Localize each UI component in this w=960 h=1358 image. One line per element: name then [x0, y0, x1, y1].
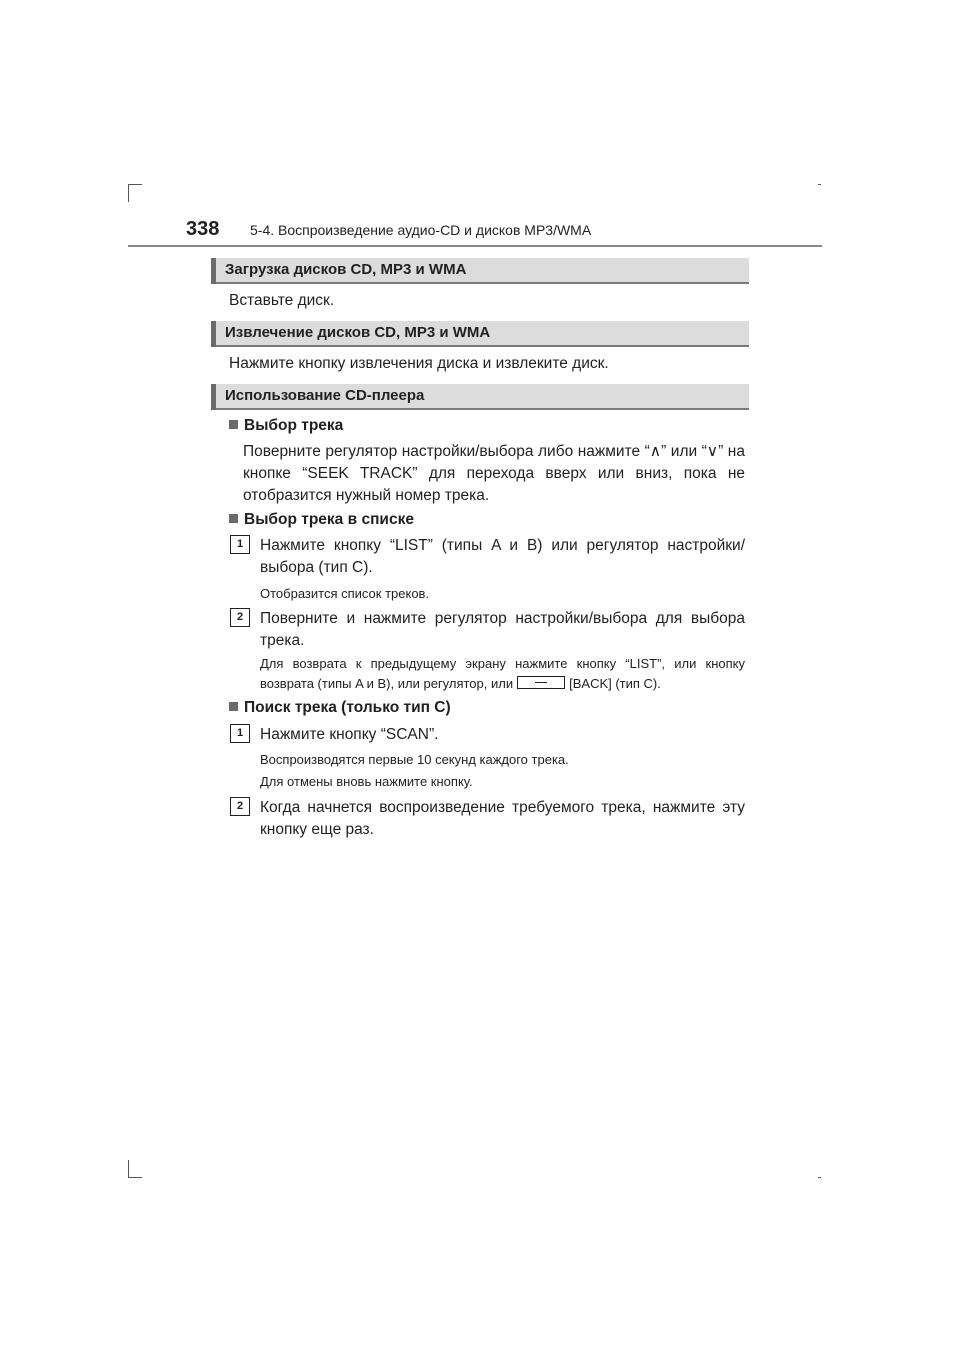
- crop-mark-bottom-left-v: [128, 1160, 129, 1178]
- list-step2-note: возврата (типы A и B), или регулятор, или [BACK] (тип C).: [260, 676, 661, 691]
- list-step1-note: Отобразится список треков.: [260, 586, 430, 601]
- list-step2-line: трека.: [260, 632, 305, 649]
- section-title: Использование CD-плеера: [225, 387, 425, 404]
- back-button-icon: [517, 676, 565, 689]
- header-rule: [128, 245, 822, 247]
- section-header-eject: [211, 321, 749, 347]
- crop-mark-top-left-v: [128, 184, 129, 202]
- section-title: Загрузка дисков CD, MP3 и WMA: [225, 261, 467, 278]
- section-header-load: [211, 258, 749, 284]
- scan-step2-line: Когда начнется воспроизведение требуемого трека, нажмите эту: [260, 799, 745, 816]
- step-number-badge: 2: [230, 797, 250, 816]
- crop-mark-bottom-left-h: [128, 1177, 142, 1178]
- step-number-badge: 1: [230, 724, 250, 743]
- list-select-heading: Выбор трека в списке: [229, 511, 414, 529]
- crop-mark-bottom-right: [818, 1177, 821, 1178]
- list-step1-line: выбора (тип C).: [260, 559, 373, 576]
- list-step2-note: Для возврата к предыдущему экрану нажмите кнопку “LIST”, или кнопку: [260, 656, 745, 671]
- load-instruction: Вставьте диск.: [229, 292, 335, 309]
- scan-step1-note: Для отмены вновь нажмите кнопку.: [260, 774, 473, 789]
- crop-mark-top-left-h: [128, 184, 142, 185]
- list-step2-line: Поверните и нажмите регулятор настройки/выбора для выбора: [260, 610, 745, 627]
- page-number: 338: [186, 218, 220, 240]
- square-bullet-icon: [229, 514, 238, 523]
- track-select-line: кнопке “SEEK TRACK” для перехода вверх или вниз, пока не: [243, 465, 745, 482]
- scan-step1-note: Воспроизводятся первые 10 секунд каждого трека.: [260, 752, 569, 767]
- scan-step2-line: кнопку еще раз.: [260, 821, 374, 838]
- track-select-line: Поверните регулятор настройки/выбора либо нажмите “∧” или “∨” на: [243, 443, 745, 460]
- section-title: Извлечение дисков CD, MP3 и WMA: [225, 324, 491, 341]
- chapter-title: 5-4. Воспроизведение аудио-CD и дисков MP3/WMA: [250, 222, 592, 238]
- section-header-cd-player: [211, 384, 749, 410]
- square-bullet-icon: [229, 702, 238, 711]
- crop-mark-top-right: [818, 184, 821, 185]
- square-bullet-icon: [229, 420, 238, 429]
- scan-heading: Поиск трека (только тип C): [229, 699, 451, 717]
- step-number-badge: 1: [230, 535, 250, 554]
- scan-step1-text: Нажмите кнопку “SCAN”.: [260, 726, 439, 743]
- list-step1-line: Нажмите кнопку “LIST” (типы A и B) или регулятор настройки/: [260, 537, 745, 554]
- eject-instruction: Нажмите кнопку извлечения диска и извлеките диск.: [229, 355, 609, 372]
- track-select-heading: Выбор трека: [229, 417, 343, 435]
- track-select-line: отобразится нужный номер трека.: [243, 487, 490, 504]
- step-number-badge: 2: [230, 608, 250, 627]
